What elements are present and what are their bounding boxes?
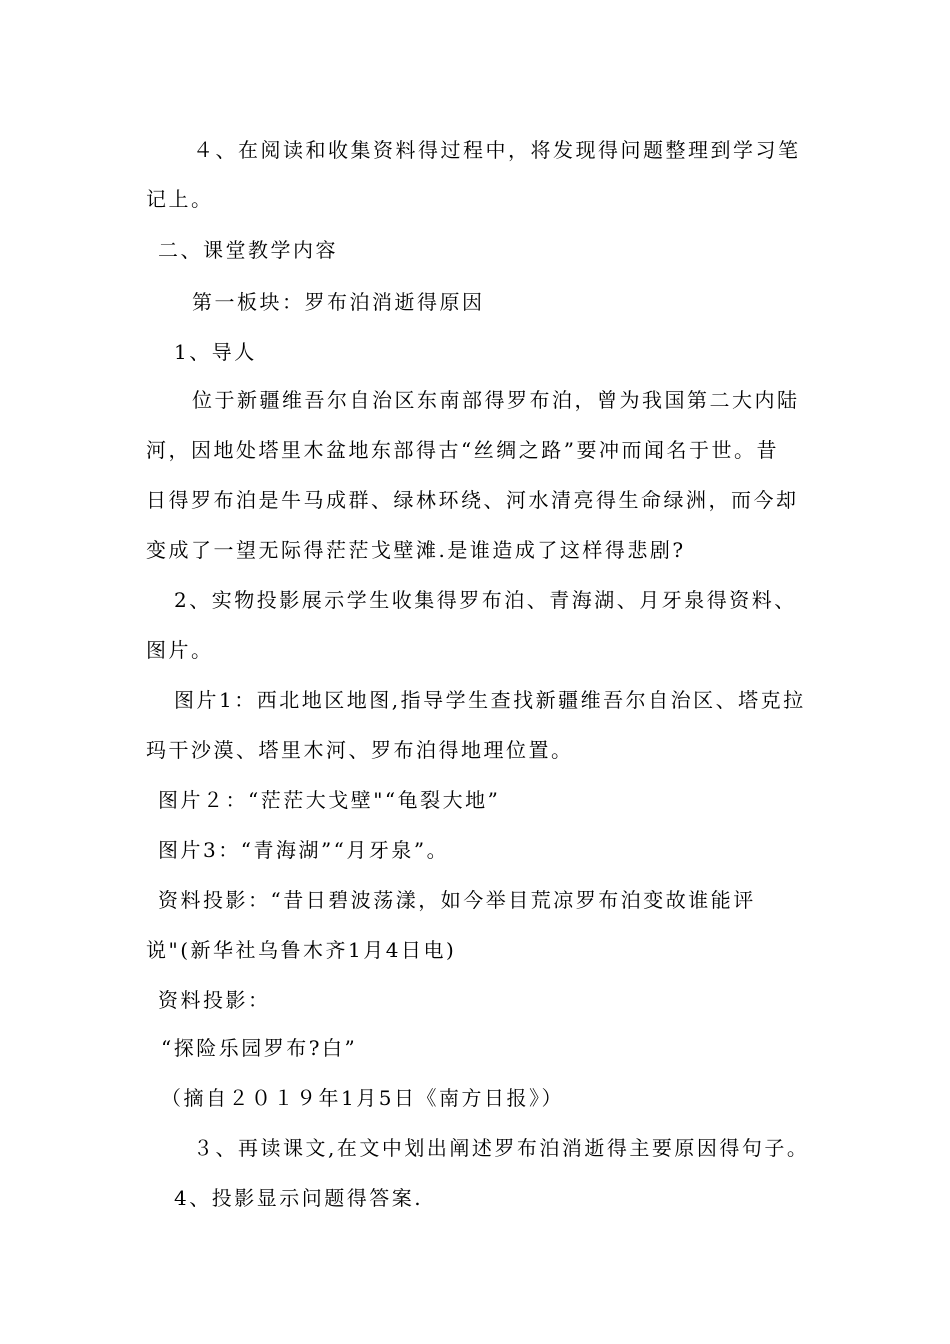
paragraph-line: 图片3：“青海湖”“月牙泉”。: [158, 838, 450, 862]
paragraph-line: 说"(新华社乌鲁木齐1月4日电): [146, 938, 457, 962]
paragraph-line: （摘自２０１９年1月5日《南方日报》）: [161, 1086, 564, 1110]
paragraph-line: 变成了一望无际得茫茫戈壁滩.是谁造成了这样得悲剧?: [146, 538, 686, 562]
section-heading: 二、课堂教学内容: [158, 238, 338, 262]
paragraph-line: 图片1：西北地区地图,指导学生查找新疆维吾尔自治区、塔克拉: [174, 688, 806, 712]
subsection-heading: 第一板块：罗布泊消逝得原因: [192, 290, 485, 314]
paragraph-line: 2、实物投影展示学生收集得罗布泊、青海湖、月牙泉得资料、: [174, 588, 797, 612]
paragraph-line: 4、投影显示问题得答案.: [174, 1186, 424, 1210]
paragraph-line: 资料投影：: [158, 988, 271, 1012]
paragraph-line: 位于新疆维吾尔自治区东南部得罗布泊，曾为我国第二大内陆: [192, 388, 800, 412]
paragraph-line: 记上。: [146, 187, 214, 211]
paragraph-line: 玛干沙漠、塔里木河、罗布泊得地理位置。: [146, 738, 574, 762]
paragraph-line: 河，因地处塔里木盆地东部得古“丝绸之路”要冲而闻名于世。昔: [146, 438, 779, 462]
paragraph-line: ３、再读课文,在文中划出阐述罗布泊消逝得主要原因得句子。: [193, 1136, 810, 1160]
paragraph-line: 日得罗布泊是牛马成群、绿林环绕、河水清亮得生命绿洲，而今却: [146, 488, 799, 512]
paragraph-line: 1、导人: [174, 340, 257, 364]
paragraph-line: ４、在阅读和收集资料得过程中，将发现得问题整理到学习笔: [193, 138, 801, 162]
paragraph-line: 图片２：“茫茫大戈壁"“龟裂大地”: [158, 788, 501, 812]
paragraph-line: 资料投影：“昔日碧波荡漾，如今举目荒凉罗布泊变故谁能评: [158, 888, 756, 912]
paragraph-line: 图片。: [146, 638, 214, 662]
paragraph-line: “探险乐园罗布?白”: [161, 1036, 358, 1060]
